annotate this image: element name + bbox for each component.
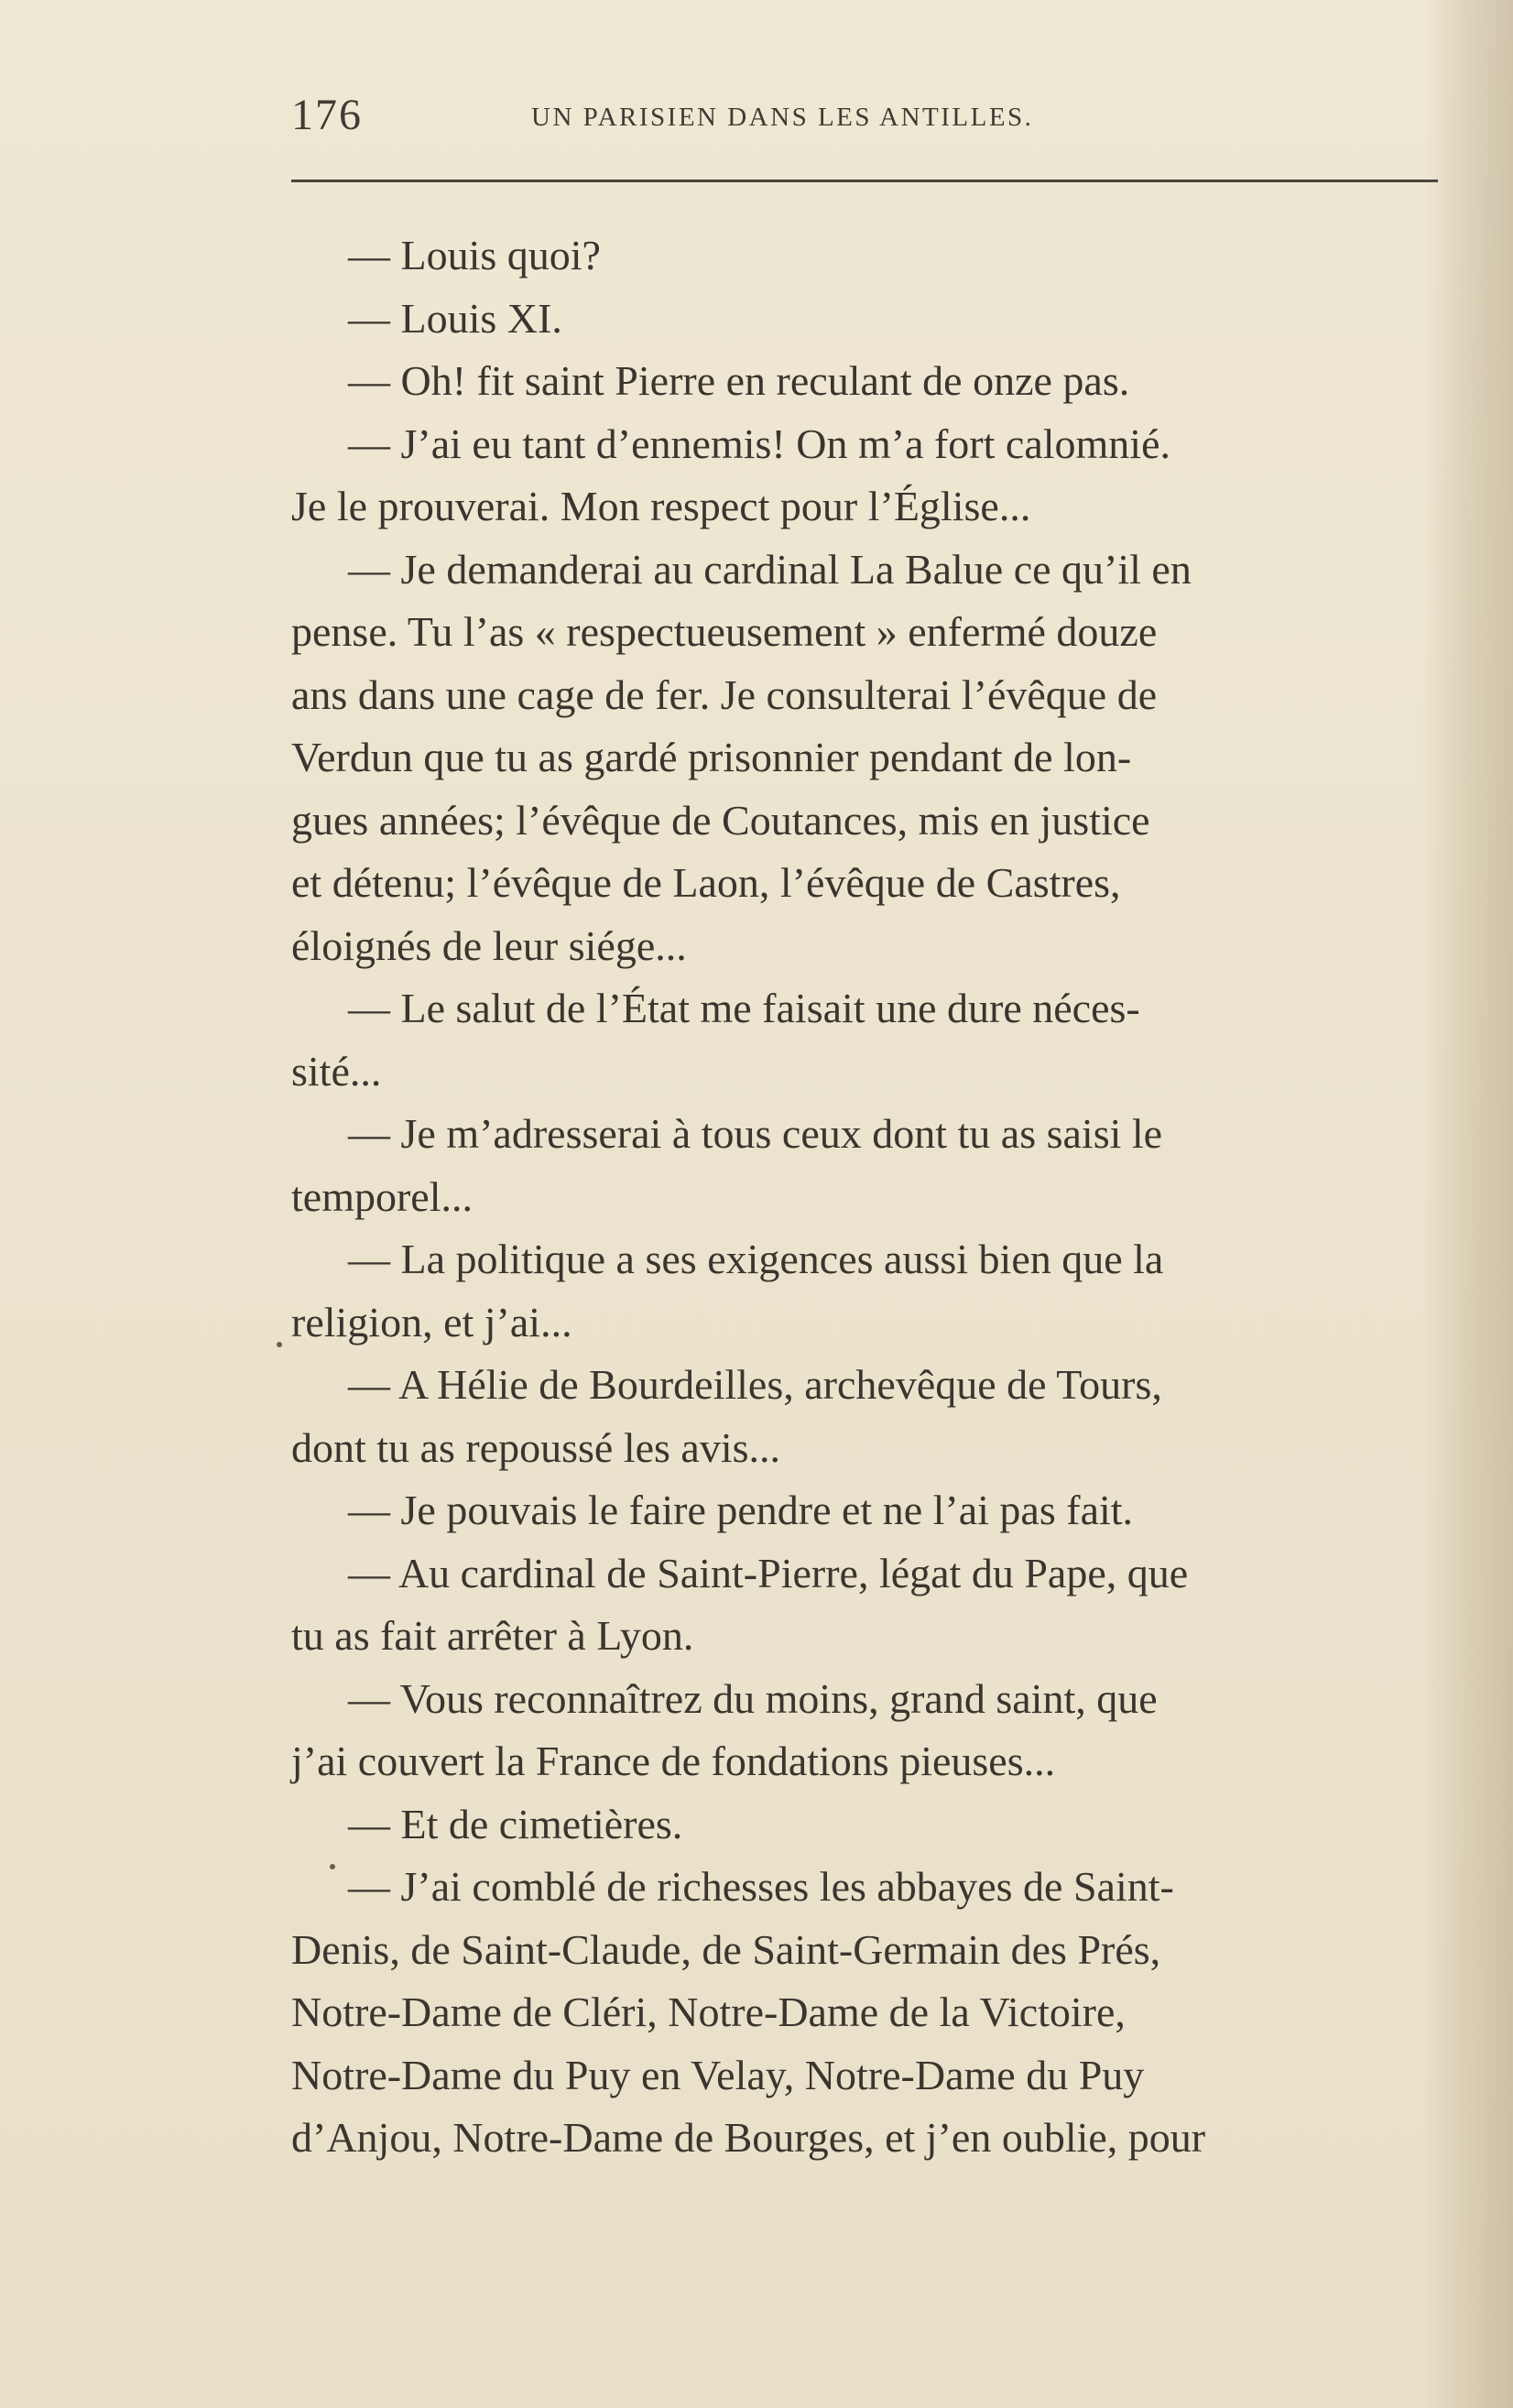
text-line: et détenu; l’évêque de Laon, l’évêque de Castres, xyxy=(291,859,1121,906)
text-line: — J’ai comblé de richesses les abbayes de Saint- xyxy=(348,1863,1174,1910)
text-line: éloignés de leur siége... xyxy=(291,921,687,969)
text-line: d’Anjou, Notre-Dame de Bourges, et j’en oublie, pour xyxy=(291,2114,1206,2161)
text-line: — Vous reconnaîtrez du moins, grand saint, que xyxy=(348,1674,1158,1722)
text-line: — Le salut de l’État me faisait une dure néces- xyxy=(348,985,1140,1031)
text-line: — J’ai eu tant d’ennemis! On m’a fort calomnié. xyxy=(348,419,1170,467)
text-line: ans dans une cage de fer. Je consulterai l’évêque de xyxy=(291,670,1158,718)
running-title: UN PARISIEN DANS LES ANTILLES. xyxy=(531,103,1034,132)
text-line: — A Hélie de Bourdeilles, archevêque de Tours, xyxy=(348,1361,1162,1408)
text-line: sité... xyxy=(291,1047,382,1095)
text-line: — Louis quoi? xyxy=(348,232,601,278)
paper-speck xyxy=(277,1342,282,1347)
text-line: Verdun que tu as gardé prisonnier pendant de lon- xyxy=(291,734,1132,780)
text-line: Denis, de Saint-Claude, de Saint-Germain des Prés, xyxy=(291,1925,1161,1973)
text-line: — Je demanderai au cardinal La Balue ce qu’il en xyxy=(348,545,1192,593)
text-line: Notre-Dame du Puy en Velay, Notre-Dame du Puy xyxy=(291,2051,1145,2098)
text-line: tu as fait arrêter à Lyon. xyxy=(291,1612,694,1659)
text-line: j’ai couvert la France de fondations pieuses... xyxy=(291,1738,1056,1784)
text-line: — Louis XI. xyxy=(348,294,562,342)
paper-speck xyxy=(330,1864,335,1869)
header-rule xyxy=(291,180,1438,182)
text-line: religion, et j’ai... xyxy=(291,1298,572,1346)
text-line: — Je pouvais le faire pendre et ne l’ai pas fait. xyxy=(348,1487,1134,1533)
page-header xyxy=(291,90,1438,163)
text-line: — Oh! fit saint Pierre en reculant de onze pas. xyxy=(348,357,1130,404)
text-line: — Au cardinal de Saint-Pierre, légat du Pape, que xyxy=(348,1549,1189,1596)
text-line: temporel... xyxy=(291,1172,473,1220)
text-line: Je le prouverai. Mon respect pour l’Église... xyxy=(291,483,1031,529)
text-line: Notre-Dame de Cléri, Notre-Dame de la Victoire, xyxy=(291,1989,1126,2035)
text-line: — Et de cimetières. xyxy=(348,1800,683,1847)
text-line: — Je m’adresserai à tous ceux dont tu as saisi le xyxy=(348,1110,1163,1157)
body-text xyxy=(291,224,1445,2170)
text-line: gues années; l’évêque de Coutances, mis en justice xyxy=(291,796,1150,844)
page-number: 176 xyxy=(291,91,363,139)
text-line: — La politique a ses exigences aussi bien que la xyxy=(348,1236,1164,1282)
text-line: pense. Tu l’as « respectueusement » enfermé douze xyxy=(291,608,1158,655)
text-line: dont tu as repoussé les avis... xyxy=(291,1423,781,1471)
